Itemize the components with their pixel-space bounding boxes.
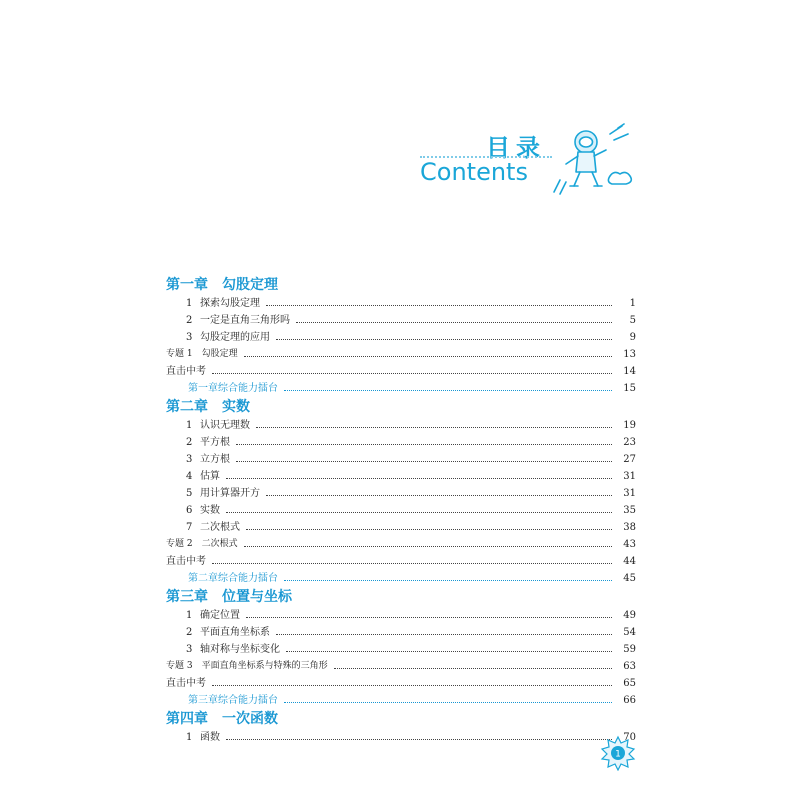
- chapter-heading: 第四章 一次函数: [166, 711, 278, 727]
- toc-item-number: 1: [186, 298, 193, 309]
- toc-special-row: [166, 658, 636, 675]
- toc-page-number: 45: [623, 573, 636, 584]
- toc-page-number: 63: [623, 661, 636, 672]
- toc-item-label: 轴对称与坐标变化: [200, 644, 280, 655]
- toc-item-row: [166, 434, 636, 451]
- toc-item-label: 一定是直角三角形吗: [200, 315, 290, 326]
- toc-item-row: [166, 607, 636, 624]
- toc-item-label: 估算: [200, 471, 220, 482]
- toc-page-number: 44: [623, 556, 636, 567]
- dot-leader: [266, 495, 612, 496]
- toc-item-number: 6: [186, 505, 193, 516]
- dot-leader: [284, 390, 612, 391]
- astronaut-icon: [548, 120, 638, 200]
- dot-leader: [266, 305, 612, 306]
- toc-page-number: 31: [623, 488, 636, 499]
- toc-item-row: [166, 485, 636, 502]
- toc-item-label: 专题 2 二次根式: [166, 539, 238, 549]
- toc-item-label: 专题 3 平面直角坐标系与特殊的三角形: [166, 661, 328, 671]
- toc-item-number: 5: [186, 488, 193, 499]
- toc-item-number: 1: [186, 732, 193, 743]
- toc-item-row: [166, 641, 636, 658]
- toc-item-number: 3: [186, 644, 193, 655]
- dot-leader: [244, 356, 612, 357]
- dot-leader: [256, 427, 612, 428]
- toc-item-number: 7: [186, 522, 193, 533]
- table-of-contents: [166, 275, 636, 746]
- toc-header: [0, 0, 800, 210]
- toc-item-number: 2: [186, 627, 193, 638]
- toc-item-row: [166, 295, 636, 312]
- dot-leader: [276, 339, 612, 340]
- toc-item-label: 直击中考: [166, 556, 206, 567]
- toc-item-label: 二次根式: [200, 522, 240, 533]
- toc-item-label: 直击中考: [166, 678, 206, 689]
- page-number-badge: [600, 735, 636, 771]
- toc-page-number: 9: [629, 332, 636, 343]
- toc-page-number: 54: [623, 627, 636, 638]
- toc-page-number: 19: [623, 420, 636, 431]
- toc-item-row: [166, 417, 636, 434]
- dot-leader: [226, 478, 612, 479]
- dot-leader: [212, 373, 612, 374]
- toc-item-label: 确定位置: [200, 610, 240, 621]
- toc-item-label: 立方根: [200, 454, 230, 465]
- toc-item-label: 直击中考: [166, 366, 206, 377]
- toc-page-number: 23: [623, 437, 636, 448]
- title-english: Contents: [420, 158, 528, 186]
- dot-leader: [226, 739, 612, 740]
- toc-item-label: 函数: [200, 732, 220, 743]
- toc-item-number: 1: [186, 610, 193, 621]
- toc-exam-row: [166, 553, 636, 570]
- dot-leader: [276, 634, 612, 635]
- toc-item-label: 第三章综合能力擂台: [188, 695, 278, 706]
- toc-page-number: 35: [623, 505, 636, 516]
- dot-leader: [244, 546, 612, 547]
- page-number: 1: [615, 749, 621, 760]
- toc-item-row: [166, 519, 636, 536]
- dot-leader: [212, 563, 612, 564]
- toc-item-row: [166, 468, 636, 485]
- toc-review-row: [166, 570, 636, 587]
- toc-page-number: 5: [629, 315, 636, 326]
- toc-special-row: [166, 536, 636, 553]
- toc-item-label: 第一章综合能力擂台: [188, 383, 278, 394]
- toc-item-number: 1: [186, 420, 193, 431]
- toc-item-row: [166, 451, 636, 468]
- dot-leader: [236, 444, 612, 445]
- toc-page-number: 15: [623, 383, 636, 394]
- title-chinese: 目录: [486, 134, 546, 162]
- toc-item-label: 认识无理数: [200, 420, 250, 431]
- dot-leader: [212, 685, 612, 686]
- dot-leader: [226, 512, 612, 513]
- toc-item-label: 用计算器开方: [200, 488, 260, 499]
- toc-item-label: 第二章综合能力擂台: [188, 573, 278, 584]
- toc-item-label: 平方根: [200, 437, 230, 448]
- toc-item-number: 4: [186, 471, 193, 482]
- chapter-heading: 第三章 位置与坐标: [166, 589, 292, 605]
- toc-page-number: 14: [623, 366, 636, 377]
- toc-item-number: 3: [186, 332, 193, 343]
- toc-item-label: 探索勾股定理: [200, 298, 260, 309]
- toc-item-number: 3: [186, 454, 193, 465]
- toc-special-row: [166, 346, 636, 363]
- dot-leader: [334, 668, 612, 669]
- toc-item-number: 2: [186, 437, 193, 448]
- toc-exam-row: [166, 363, 636, 380]
- toc-item-row: [166, 329, 636, 346]
- toc-page-number: 43: [623, 539, 636, 550]
- dot-leader: [246, 617, 612, 618]
- toc-page-number: 27: [623, 454, 636, 465]
- chapter-heading: 第一章 勾股定理: [166, 277, 278, 293]
- toc-page-number: 65: [623, 678, 636, 689]
- toc-item-row: [166, 502, 636, 519]
- toc-page-number: 49: [623, 610, 636, 621]
- toc-item-label: 实数: [200, 505, 220, 516]
- dot-leader: [236, 461, 612, 462]
- toc-page-number: 13: [623, 349, 636, 360]
- chapter-heading: 第二章 实数: [166, 399, 250, 415]
- toc-page-number: 66: [623, 695, 636, 706]
- toc-item-row: [166, 624, 636, 641]
- toc-item-label: 专题 1 勾股定理: [166, 349, 238, 359]
- toc-page-number: 1: [629, 298, 636, 309]
- toc-item-label: 平面直角坐标系: [200, 627, 270, 638]
- toc-review-row: [166, 692, 636, 709]
- toc-item-label: 勾股定理的应用: [200, 332, 270, 343]
- toc-review-row: [166, 380, 636, 397]
- toc-page-number: 31: [623, 471, 636, 482]
- dot-leader: [286, 651, 612, 652]
- toc-item-row: [166, 312, 636, 329]
- toc-page-number: 70: [623, 732, 636, 743]
- toc-page-number: 59: [623, 644, 636, 655]
- dot-leader: [284, 702, 612, 703]
- toc-item-row: [166, 729, 636, 746]
- dot-leader: [284, 580, 612, 581]
- dot-leader: [246, 529, 612, 530]
- dot-leader: [296, 322, 612, 323]
- toc-page-number: 38: [623, 522, 636, 533]
- toc-item-number: 2: [186, 315, 193, 326]
- toc-exam-row: [166, 675, 636, 692]
